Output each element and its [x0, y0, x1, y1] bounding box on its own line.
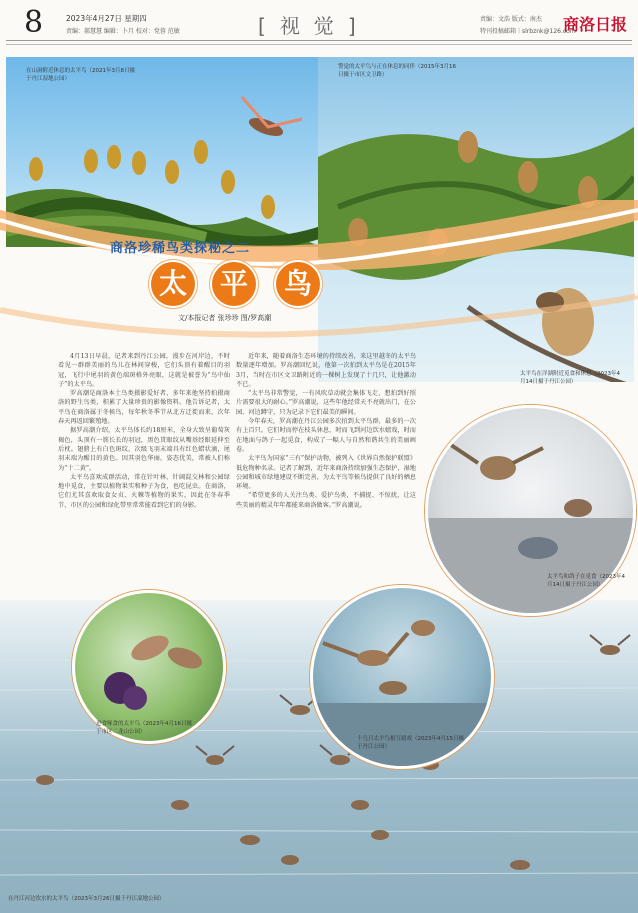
photo-caption: 进食啄食的太平鸟（2023年4月16日摄于市区二龙山公园）: [96, 721, 192, 735]
paragraph: “太平鸟非常警觉，一有风吹草动就会集体飞走，想拍到好照片需要很大的耐心。”罗高潮说，这些年他经常天不亮就出门，在公园、河边蹲守，只为记录下它们最美的瞬间。: [236, 390, 416, 416]
paragraph: 近年来，随着商洛生态环境的持续改善，来这里越冬的太平鸟数量逐年增加。罗高潮回忆说，他第一次拍到太平鸟是在2015年3月，当时在市区文卫路附近的一棵树上发现了十几只，让他激动不已。: [236, 353, 416, 388]
title-char: 鸟: [276, 262, 320, 306]
paragraph: 据罗高潮介绍，太平鸟体长约18厘米，全身大致呈葡萄灰褐色，头顶有一簇长长的羽冠，黑色贯眼纹从嘴基经眼延伸至后枕。翅膀上有白色斑纹，次级飞羽末端具有红色蜡状滴，尾羽末端为醒目的黄色。因其羽色华丽，姿态优美，常被人们称为“十二黄”。: [58, 427, 230, 472]
article-column-2: [236, 352, 416, 624]
header-divider: [6, 44, 632, 45]
issue-date: 2023年4月27日 星期四: [66, 14, 147, 23]
article-column-1: [58, 352, 230, 624]
photo-caption: 太平鸟和鸽子在觅食（2023年4月14日摄于丹江公园）: [547, 574, 625, 588]
title-char: 平: [212, 262, 256, 306]
paragraph: 今年春天，罗高潮在丹江公园多次拍到太平鸟群，最多的一次有上百只。它们时而停在枝头休息，时而飞到河边饮水嬉戏，时而在地面与鸽子一起觅食，构成了一幅人与自然和谐共生的美丽画卷。: [236, 418, 416, 453]
paragraph: 4月13日早晨，记者来到丹江公园，漫步在河岸边，不时看见一群群美丽的鸟儿在林间穿梭，它们头顶有着醒目的羽冠，飞行中尾羽的黄色端斑格外亮眼，这就是被誉为“鸟中仙子”的太平鸟。: [58, 353, 230, 388]
editors-line: 责编：郝慧慧 编辑：卜月 校对：党蓉 范敏: [66, 28, 180, 35]
header-divider: [6, 40, 632, 41]
photo-caption: 太平鸟在洋湖附近觅食和休息（2023年4月14日摄于丹江公园）: [520, 371, 620, 385]
photo-caption: 十几只太平鸟相互嬉戏（2023年4月15日摄于丹江公园）: [357, 736, 464, 750]
paragraph: “希望更多的人关注鸟类、爱护鸟类，不捕捉、不惊扰，让这些美丽的精灵年年都能来商洛做客。”罗高潮说。: [236, 492, 416, 509]
article-subtitle: 商洛珍稀鸟类探秘之二: [110, 241, 251, 256]
photo-caption: 在丹江河边饮水的太平鸟（2023年3月26日摄于丹江湿地公园）: [8, 896, 165, 902]
article-byline: 文/本报记者 张珍珍 图/罗高潮: [178, 314, 272, 322]
paragraph: 太平鸟喜欢成群活动，常在针叶林、针阔混交林和公园绿地中觅食，主要以植物果实和种子为食，也吃昆虫。在商洛，它们尤其喜欢取食女贞、火棘等植物的果实，因此在冬春季节，市区的公园和绿化带里常常能看到它们的身影。: [58, 473, 230, 509]
paragraph: 罗高潮是商洛本土鸟类摄影爱好者，多年来他坚持拍摄商洛的野生鸟类，积累了大量珍贵的影像资料。他告诉记者，太平鸟在商洛属于冬候鸟，每年秋冬季节从北方迁徙而来，次年春天再返回繁殖地。: [58, 390, 230, 426]
paragraph: 太平鸟为国家“三有”保护动物，被列入《世界自然保护联盟》低危物种名录。记者了解到，近年来商洛持续加强生态保护，湿地公园和城市绿地建设不断完善，为太平鸟等候鸟提供了良好的栖息环境。: [236, 455, 416, 491]
page-header: [0, 0, 638, 46]
title-char: 太: [151, 262, 195, 306]
layout-credits: 责编：文浩 版式：南杰: [480, 16, 542, 23]
submission-email: 特刊投稿邮箱｜slrbznk@126.com: [480, 28, 576, 35]
section-title: [视觉]: [258, 14, 370, 38]
newspaper-logo: 商洛日报: [563, 15, 628, 34]
section-name: 视觉: [279, 14, 348, 38]
decorative-swoosh: [0, 200, 638, 340]
photo-caption: 在山洞附近休息的太平鸟（2021年3月8日摄于丹江湿地公园）: [26, 68, 135, 82]
page-number: 8: [24, 5, 44, 40]
photo-caption: 警觉的太平鸟与正在休息的同伴（2015年3月16日摄于市区文卫路）: [338, 64, 456, 78]
